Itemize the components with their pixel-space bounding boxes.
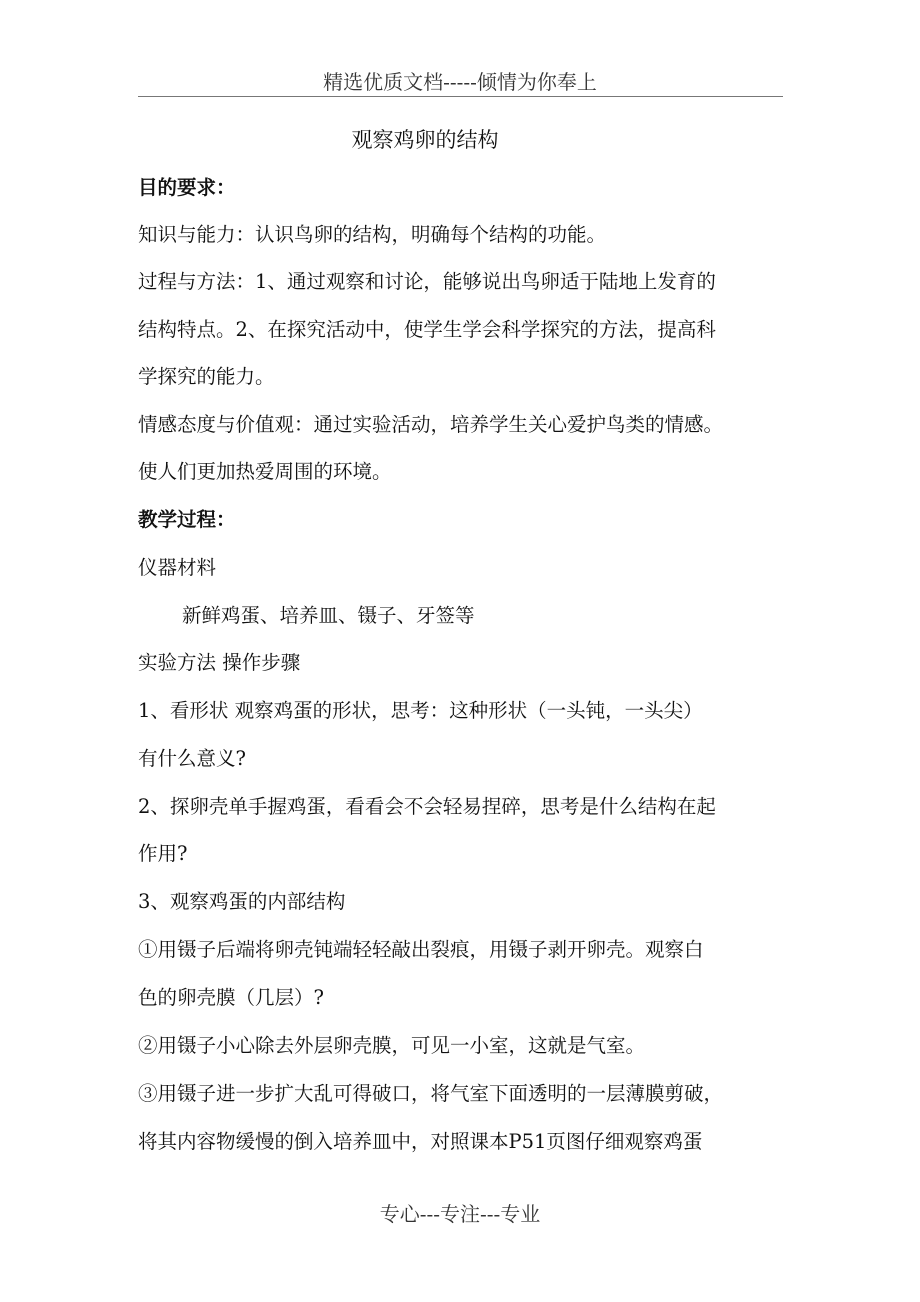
- paragraph-line: 3、观察鸡蛋的内部结构: [138, 890, 346, 913]
- paragraph-line: 1、看形状 观察鸡蛋的形状，思考：这种形状（一头钝，一头尖）: [138, 699, 703, 722]
- paragraph-line: 实验方法 操作步骤: [138, 651, 301, 674]
- paragraph-line: 作用?: [138, 842, 188, 865]
- paragraph-line: 过程与方法：1、通过观察和讨论，能够说出鸟卵适于陆地上发育的: [138, 270, 716, 293]
- paragraph-line: 将其内容物缓慢的倒入培养皿中，对照课本P51页图仔细观察鸡蛋: [138, 1130, 703, 1153]
- header-text: 精选优质文档-----倾情为你奉上: [323, 70, 597, 94]
- paragraph-line: 2、探卵壳单手握鸡蛋，看看会不会轻易捏碎，思考是什么结构在起: [138, 795, 716, 818]
- paragraph-line: 有什么意义?: [138, 747, 246, 770]
- document-title: 观察鸡卵的结构: [351, 128, 499, 152]
- paragraph-line: ②用镊子小心除去外层卵壳膜，可见一小室，这就是气室。: [138, 1034, 646, 1057]
- paragraph-line: ①用镊子后端将卵壳钝端轻轻敲出裂痕，用镊子剥开卵壳。观察白: [138, 938, 704, 961]
- paragraph-line: 知识与能力：认识鸟卵的结构，明确每个结构的功能。: [138, 223, 607, 246]
- paragraph-line-indented: 新鲜鸡蛋、培养皿、镊子、牙签等: [182, 604, 475, 627]
- paragraph-line: ③用镊子进一步扩大乱可得破口，将气室下面透明的一层薄膜剪破，: [138, 1082, 724, 1105]
- paragraph-line: 结构特点。2、在探究活动中，使学生学会科学探究的方法，提高科: [138, 318, 716, 341]
- page-footer: 专心---专注---专业: [379, 1202, 541, 1226]
- paragraph-line: 仪器材料: [138, 556, 217, 579]
- section-heading-process: 教学过程：: [138, 508, 236, 531]
- header-divider: [138, 96, 783, 97]
- paragraph-line: 情感态度与价值观：通过实验活动，培养学生关心爱护鸟类的情感。: [138, 413, 724, 436]
- paragraph-line: 色的卵壳膜（几层）?: [138, 986, 324, 1009]
- section-heading-objectives: 目的要求：: [138, 176, 236, 199]
- paragraph-line: 使人们更加热爱周围的环境。: [138, 460, 392, 483]
- paragraph-line: 学探究的能力。: [138, 365, 275, 388]
